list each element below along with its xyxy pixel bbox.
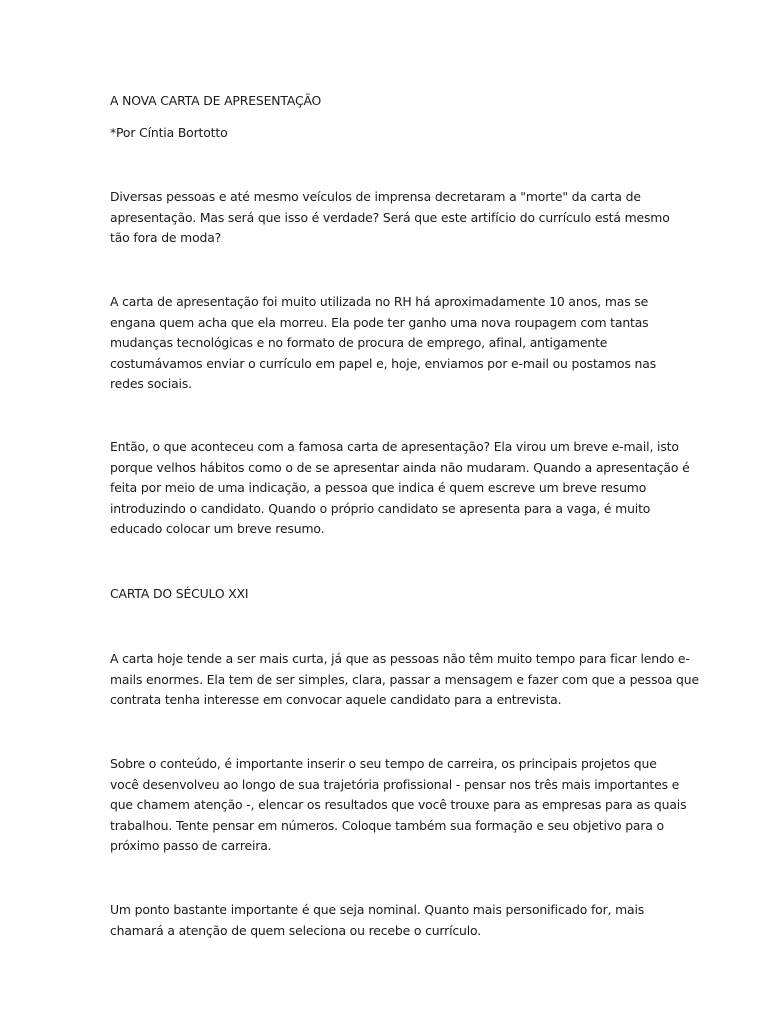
byline <box>110 123 670 144</box>
paragraph-line: tão fora de moda? <box>110 230 222 245</box>
byline-text: *Por Cíntia Bortotto <box>110 125 228 140</box>
paragraph-line: que chamem atenção -, elencar os resultados que você trouxe para as empresas para as quais <box>110 797 687 812</box>
paragraph-line: educado colocar um breve resumo. <box>110 521 325 536</box>
subtitle-text: CARTA DO SÉCULO XXI <box>110 586 249 601</box>
paragraph-line: mails enormes. Ela tem de ser simples, clara, passar a mensagem e fazer com que a pessoa que <box>110 671 699 687</box>
paragraph-6 <box>110 900 670 941</box>
title-text: A NOVA CARTA DE APRESENTAÇÃO <box>110 93 322 108</box>
paragraph-line: porque velhos hábitos como o de se apresentar ainda não mudaram. Quando a apresentação é <box>110 459 690 475</box>
paragraph-2 <box>110 292 670 395</box>
paragraph-line: redes sociais. <box>110 376 192 391</box>
paragraph-line: mudanças tecnológicas e no formato de procura de emprego, afinal, antigamente <box>110 335 608 350</box>
paragraph-line: costumávamos enviar o currículo em papel e, hoje, enviamos por e-mail ou postamos nas <box>110 355 657 371</box>
paragraph-5 <box>110 754 687 857</box>
paragraph-line: contrata tenha interesse em convocar aquele candidato para a entrevista. <box>110 692 562 707</box>
paragraph-line: engana quem acha que ela morreu. Ela pode ter ganho uma nova roupagem com tantas <box>110 314 649 330</box>
paragraph-line: chamará a atenção de quem seleciona ou recebe o currículo. <box>110 922 482 938</box>
paragraph-line: Um ponto bastante importante é que seja nominal. Quanto mais personificado for, mais <box>110 902 645 917</box>
section-subtitle <box>110 584 670 605</box>
paragraph-4 <box>110 649 699 711</box>
paragraph-line: A carta de apresentação foi muito utilizada no RH há aproximadamente 10 anos, mas se <box>110 294 649 309</box>
paragraph-line: Então, o que aconteceu com a famosa carta de apresentação? Ela virou um breve e-mail, isto <box>110 439 679 454</box>
paragraph-line: Sobre o conteúdo, é importante inserir o seu tempo de carreira, os principais projetos que <box>110 756 657 771</box>
paragraph-line: introduzindo o candidato. Quando o próprio candidato se apresenta para a vaga, é muito <box>110 500 651 516</box>
paragraph-line: Diversas pessoas e até mesmo veículos de imprensa decretaram a "morte" da carta de <box>110 189 641 204</box>
paragraph-line: feita por meio de uma indicação, a pessoa que indica é quem escreve um breve resumo <box>110 480 647 495</box>
document-title <box>110 91 670 112</box>
paragraph-line: próximo passo de carreira. <box>110 838 272 853</box>
paragraph-line: você desenvolveu ao longo de sua trajetória profissional - pensar nos três mais importantes e <box>110 776 680 792</box>
paragraph-3 <box>110 437 690 540</box>
paragraph-1 <box>110 187 670 249</box>
paragraph-line: trabalhou. Tente pensar em números. Coloque também sua formação e seu objetivo para o <box>110 817 664 833</box>
paragraph-line: apresentação. Mas será que isso é verdade? Será que este artifício do currículo está mesmo <box>110 209 670 225</box>
paragraph-line: A carta hoje tende a ser mais curta, já que as pessoas não têm muito tempo para ficar lendo e- <box>110 651 690 666</box>
